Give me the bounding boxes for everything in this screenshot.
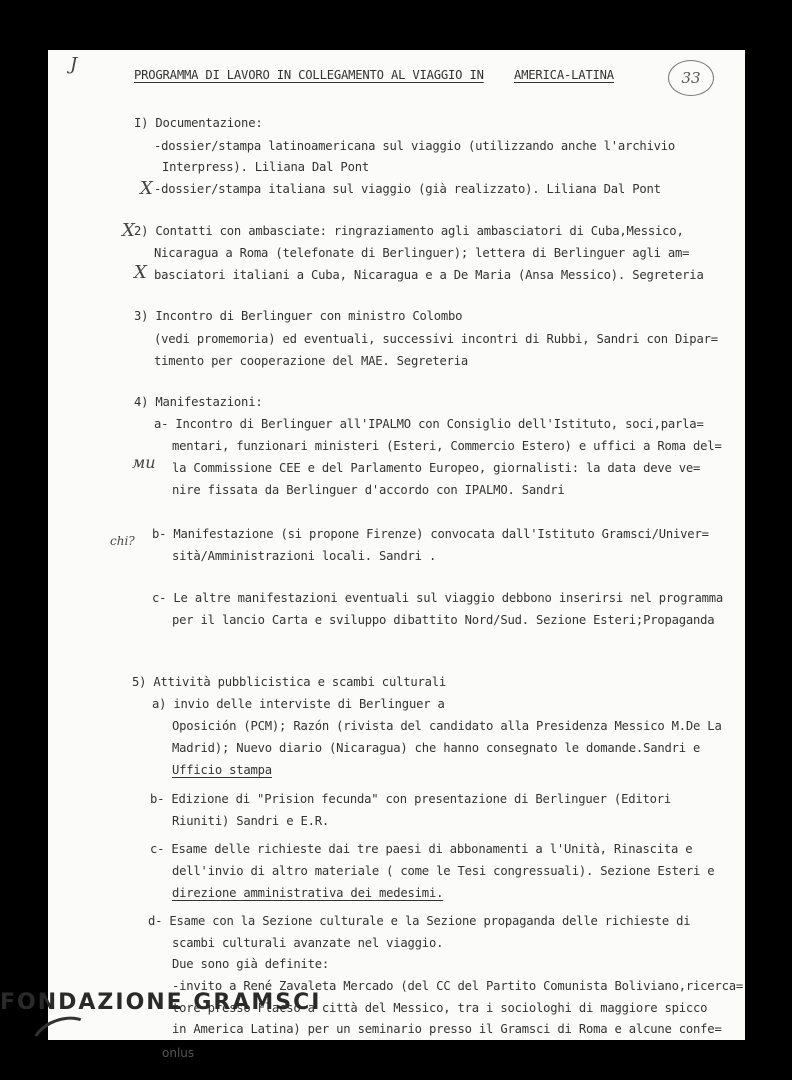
handwritten-margin-note: ми [132,453,156,472]
document-page [48,50,745,1040]
text-line: Nicaragua a Roma (telefonate di Berlinguer); lettera di Berlinguer agli am= [154,246,690,260]
section-4-heading: 4) Manifestazioni: [134,395,263,409]
text-line: la Commissione CEE e del Parlamento Europeo, giornalisti: la data deve ve= [172,461,701,475]
text-line: d- Esame con la Sezione culturale e la Sezione propaganda delle richieste di [148,914,691,928]
text-line: c- Le altre manifestazioni eventuali sul viaggio debbono inserirsi nel programma [152,591,723,605]
text-line: Riuniti) Sandri e E.R. [172,814,330,828]
section-3-heading: 3) Incontro di Berlinguer con ministro Colombo [134,309,463,323]
text-line: Due sono già definite: [172,957,330,971]
section-2-heading: 2) Contatti con ambasciate: ringraziamento agli ambasciatori di Cuba,Messico, [134,224,684,238]
text-line: mentari, funzionari ministeri (Esteri, Commercio Estero) e uffici a Roma del= [172,439,722,453]
text-line: Madrid); Nuevo diario (Nicaragua) che hanno consegnato le domande.Sandri e [172,741,701,755]
text-line: Oposición (PCM); Razón (rivista del candidato alla Presidenza Messico M.De La [172,719,722,733]
text-line: sità/Amministrazioni locali. Sandri . [172,549,437,563]
text-line: c- Esame delle richieste dai tre paesi di abbonamenti a l'Unità, Rinascita e [150,842,693,856]
section-1-heading: I) Documentazione: [134,116,263,130]
watermark-logo: FONDAZIONE GRAMSCI [0,990,322,1015]
text-line: timento per cooperazione del MAE. Segreteria [154,354,469,368]
text-line: Ufficio stampa [172,763,272,777]
handwritten-mark-top: J [70,54,78,75]
text-line: per il lancio Carta e sviluppo dibattito Nord/Sud. Sezione Esteri;Propaganda [172,613,715,627]
document-title: PROGRAMMA DI LAVORO IN COLLEGAMENTO AL VIAGGIO IN [134,68,484,82]
document-title-region: AMERICA-LATINA [514,68,614,82]
handwritten-margin-note: chi? [110,534,135,548]
text-line: tore presso Flacso a città del Messico, tra i sociologhi di maggiore spicco [172,1001,708,1015]
text-line: basciatori italiani a Cuba, Nicaragua e a De Maria (Ansa Messico). Segreteria [154,268,704,282]
text-line: nire fissata da Berlinguer d'accordo con IPALMO. Sandri [172,483,565,497]
text-line: -dossier/stampa latinoamericana sul viaggio (utilizzando anche l'archivio [154,139,676,153]
text-line: b- Edizione di "Prision fecunda" con presentazione di Berlinguer (Editori [150,792,672,806]
text-line: in America Latina) per un seminario presso il Gramsci di Roma e alcune confe= [172,1022,722,1036]
watermark-suffix: onlus [162,1046,195,1060]
section-5-heading: 5) Attività pubblicistica e scambi culturali [132,675,447,689]
text-line: scambi culturali avanzate nel viaggio. [172,936,444,950]
text-line: a- Incontro di Berlinguer all'IPALMO con Consiglio dell'Istituto, soci,parla= [154,417,704,431]
page-number-stamp: 33 [668,60,714,96]
text-line: a) invio delle interviste di Berlinguer a [152,697,445,711]
text-line: direzione amministrativa dei medesimi. [172,886,444,900]
handwritten-x-mark: X [122,220,135,241]
text-line: -dossier/stampa italiana sul viaggio (già realizzato). Liliana Dal Pont [154,182,661,196]
text-line: -invito a René Zavaleta Mercado (del CC del Partito Comunista Boliviano,ricerca= [172,979,743,993]
handwritten-x-mark: X [140,178,153,199]
text-line: b- Manifestazione (si propone Firenze) convocata dall'Istituto Gramsci/Univer= [152,527,709,541]
text-line: dell'invio di altro materiale ( come le Tesi congressuali). Sezione Esteri e [172,864,715,878]
text-line: Interpress). Liliana Dal Pont [162,160,369,174]
handwritten-x-mark: X [134,262,147,283]
text-line: (vedi promemoria) ed eventuali, successivi incontri di Rubbi, Sandri con Dipar= [154,332,718,346]
